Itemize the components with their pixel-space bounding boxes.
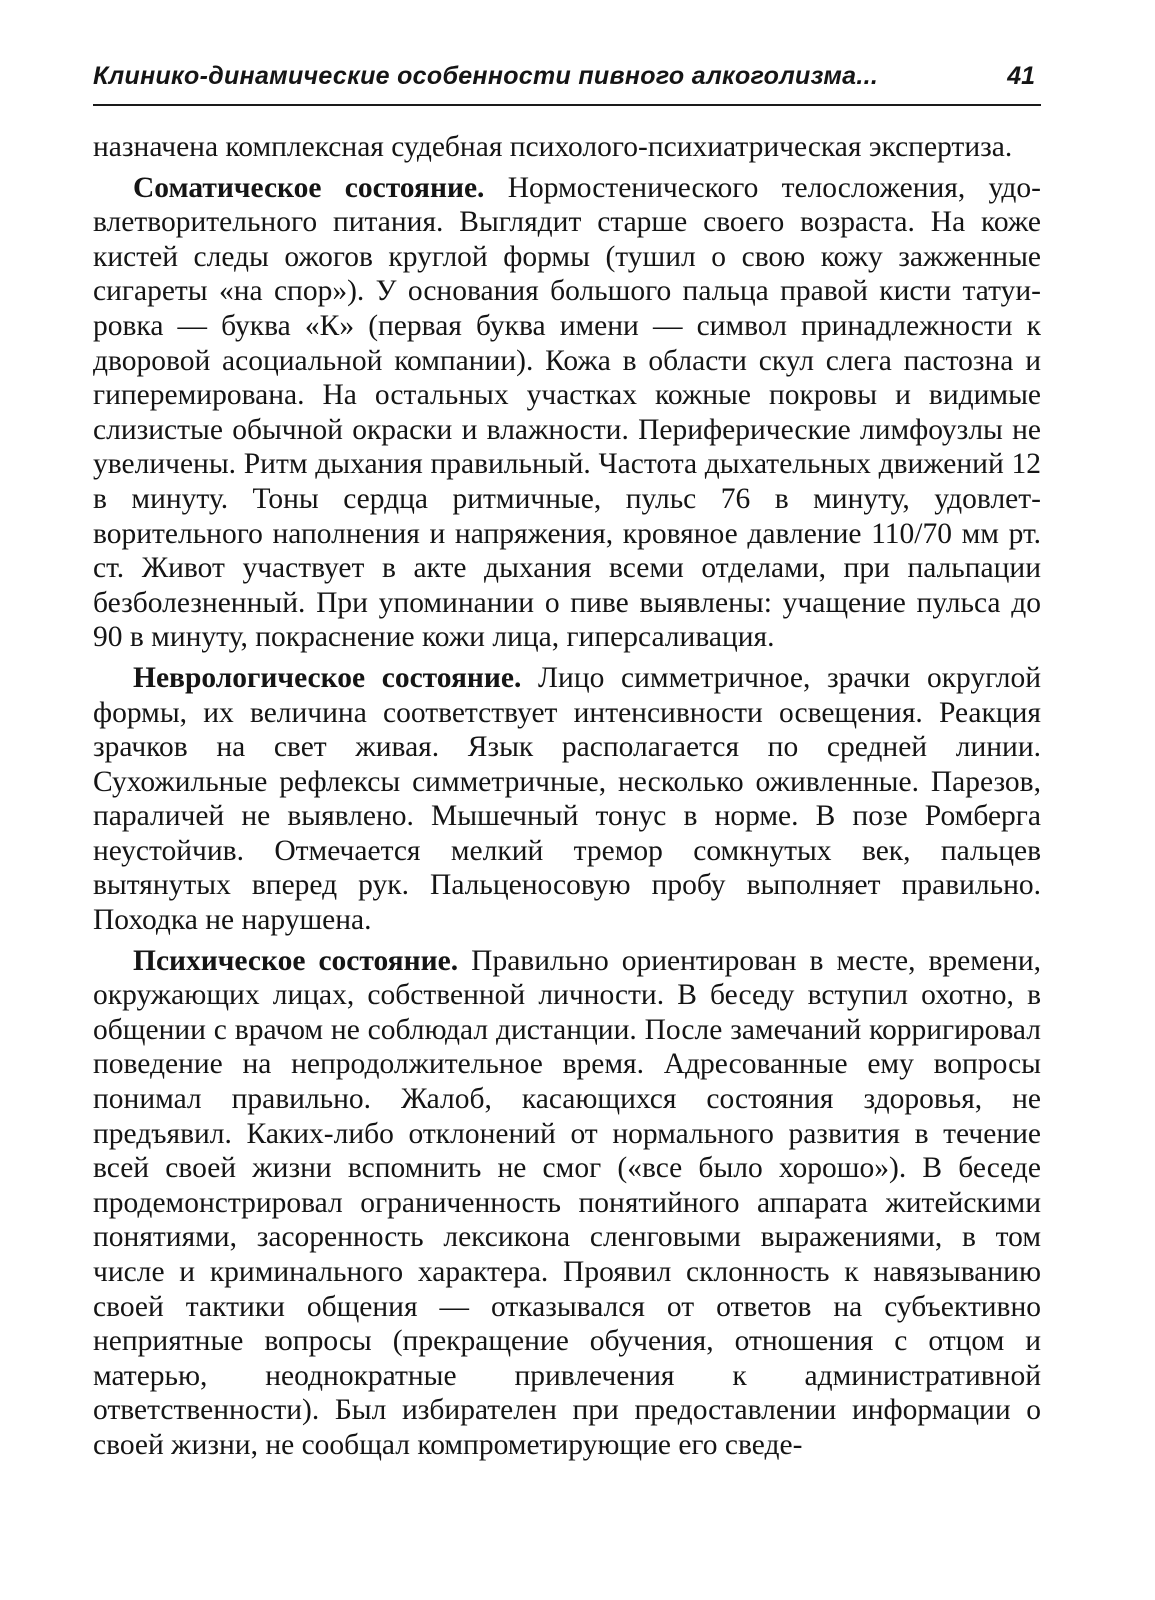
paragraph-text: Нормостенического телосложения, удовлетворительного питания. Выглядит старше своего возраста. На коже кистей следы ожогов круглой формы (тушил о свою кожу зажженные сигареты «на спор»). У основания большого пальца правой кисти татуировка — буква «К» (первая буква имени — символ принадлежности к дворовой асоциальной компании). Кожа в области скул слега пастозна и гиперемирована. На остальных участках кожные покровы и видимые слизистые обычной окраски и влажности. Периферические лимфоузлы не увеличены. Ритм дыхания правильный. Частота дыхательных движений 12 в минуту. Тоны сердца ритмичные, пульс 76 в минуту, удовлетворительного наполнения и напряжения, кровяное давление 110/70 мм рт. ст. Живот участвует в акте дыхания всеми отделами, при пальпации безболезненный. При упоминании о пиве выявлены: учащение пульса до 90 в минуту, покраснение кожи лица, гиперсаливация. xyxy=(93,171,1041,654)
paragraph-heading: Психическое состояние. xyxy=(133,944,459,977)
paragraph-heading: Соматическое состояние. xyxy=(133,171,485,204)
running-header xyxy=(93,58,1041,106)
paragraph-text: Лицо симметричное, зрачки округлой формы, их величина соответствует интенсивности освещения. Реакция зрачков на свет живая. Язык располагается по средней линии. Сухожильные рефлексы симметричные, несколько оживленные. Парезов, параличей не выявлено. Мышечный тонус в норме. В позе Ромберга неустойчив. Отмечается мелкий тремор сомкнутых век, пальцев вытянутых вперед рук. Пальценосовую пробу выполняет правильно. Походка не нарушена. xyxy=(93,661,1041,937)
body-text xyxy=(93,130,1041,1463)
paragraph-mental-status xyxy=(93,944,1041,1463)
paragraph-neurological-status xyxy=(93,661,1041,938)
book-page xyxy=(93,58,1041,1469)
paragraph-text: Правильно ориентирован в месте, времени, окружающих лицах, собственной личности. В беседу вступил охотно, в общении с врачом не соблюдал дистанции. После замечаний корригировал поведение на непродолжительное время. Адресованные ему вопросы понимал правильно. Жалоб, касающихся состояния здоровья, не предъявил. Каких-либо отклонений от нормального развития в течение всей своей жизни вспомнить не смог («все было хорошо»). В беседе продемонстрировал ограниченность понятийного аппарата житейскими понятиями, засоренность лексикона сленговыми выражениями, в том числе и криминального характера. Проявил склонность к навязыванию своей тактики общения — отказывался от ответов на субъективно неприятные вопросы (прекращение обучения, отношения с отцом и матерью, неоднократные привлечения к административной ответственности). Был избирателен при предоставлении информации о своей жизни, не сообщал компрометирующие его сведе- xyxy=(93,944,1041,1461)
paragraph-heading: Неврологическое состояние. xyxy=(133,661,522,694)
page-number: 41 xyxy=(1007,62,1035,90)
paragraph-continuation xyxy=(93,130,1041,165)
running-title: Клинико-динамические особенности пивного алкоголизма... xyxy=(93,62,879,90)
paragraph-somatic-status xyxy=(93,171,1041,655)
paragraph-text: назначена комплексная судебная психолого-психиатрическая экспертиза. xyxy=(93,131,1013,163)
